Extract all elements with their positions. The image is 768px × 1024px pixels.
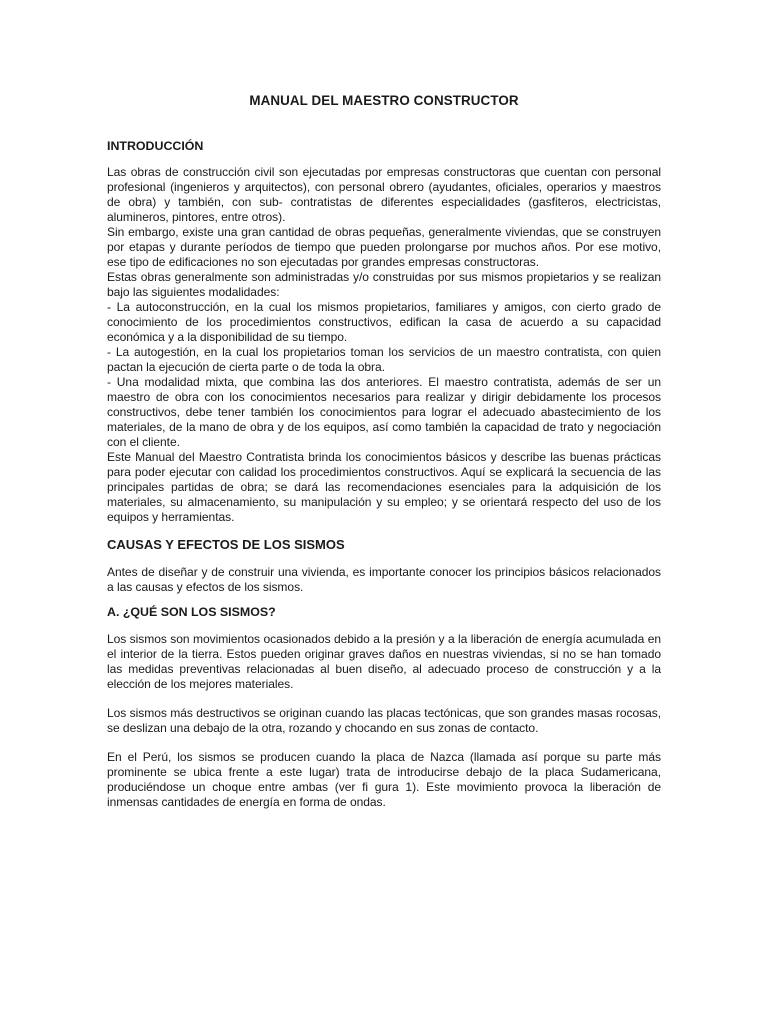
- document-title: MANUAL DEL MAESTRO CONSTRUCTOR: [249, 93, 519, 108]
- paragraph: Los sismos son movimientos ocasionados debido a la presión y a la liberación de energía acumulada en el interior de la tierra. Estos pueden originar graves daños en nuestras viviendas, si no se han tomado las medidas preventivas relacionadas al buen diseño, al adecuado proceso de construcción y a la elección de los mejores materiales.: [107, 632, 661, 691]
- list-item: - La autogestión, en la cual los propietarios toman los servicios de un maestro contratista, con quien pactan la ejecución de cierta parte o de toda la obra.: [107, 345, 661, 374]
- list-item: - Una modalidad mixta, que combina las dos anteriores. El maestro contratista, además de ser un maestro de obra con los conocimientos necesarios para realizar y dirigir debidamente los procesos constructivos, debe tener también los conocimientos para lograr el adecuado abastecimiento de los materiales, de la mano de obra y de los equipos, así como también la capacidad de trato y negociación con el cliente.: [107, 375, 661, 449]
- heading-causas-efectos: CAUSAS Y EFECTOS DE LOS SISMOS: [107, 537, 345, 552]
- introduccion-body: [107, 165, 661, 525]
- paragraph: Los sismos más destructivos se originan cuando las placas tectónicas, que son grandes masas rocosas, se deslizan una debajo de la otra, rozando y chocando en sus zonas de contacto.: [107, 706, 661, 735]
- heading-introduccion: INTRODUCCIÓN: [107, 139, 204, 153]
- paragraph: Este Manual del Maestro Contratista brinda los conocimientos básicos y describe las buenas prácticas para poder ejecutar con calidad los procedimientos constructivos. Aquí se explicará la secuencia de las principales partidas de obra; se dará las recomendaciones esenciales para la adquisición de los materiales, su almacenamiento, su manipulación y su empleo; y se orientará respecto del uso de los equipos y herramientas.: [107, 450, 661, 524]
- list-item: - La autoconstrucción, en la cual los mismos propietarios, familiares y amigos, con cierto grado de conocimiento de los procedimientos constructivos, edifican la casa de acuerdo a su capacidad económica y a la disponibilidad de su tiempo.: [107, 300, 661, 344]
- causas-body: [107, 565, 661, 595]
- paragraph: Las obras de construcción civil son ejecutadas por empresas constructoras que cuentan con personal profesional (ingenieros y arquitectos), con personal obrero (ayudantes, oficiales, operarios y maestros de obra) y también, con sub- contratistas de diferentes especialidades (gasfiteros, electricistas, alumineros, pintores, entre otros).: [107, 165, 661, 224]
- heading-que-son-sismos: A. ¿QUÉ SON LOS SISMOS?: [107, 605, 276, 619]
- paragraph: Estas obras generalmente son administradas y/o construidas por sus mismos propietarios y se realizan bajo las siguientes modalidades:: [107, 270, 661, 299]
- paragraph: Antes de diseñar y de construir una vivienda, es importante conocer los principios básicos relacionados a las causas y efectos de los sismos.: [107, 565, 661, 594]
- que-son-body: [107, 632, 661, 810]
- paragraph: En el Perú, los sismos se producen cuando la placa de Nazca (llamada así porque su parte más prominente se ubica frente a este lugar) trata de introducirse debajo de la placa Sudamericana, produciéndose un choque entre ambas (ver fi gura 1). Este movimiento provoca la liberación de inmensas cantidades de energía en forma de ondas.: [107, 750, 661, 809]
- document-content: [107, 92, 661, 810]
- paragraph: Sin embargo, existe una gran cantidad de obras pequeñas, generalmente viviendas, que se construyen por etapas y durante períodos de tiempo que pueden prolongarse por muchos años. Por ese motivo, ese tipo de edificaciones no son ejecutadas por grandes empresas constructoras.: [107, 225, 661, 269]
